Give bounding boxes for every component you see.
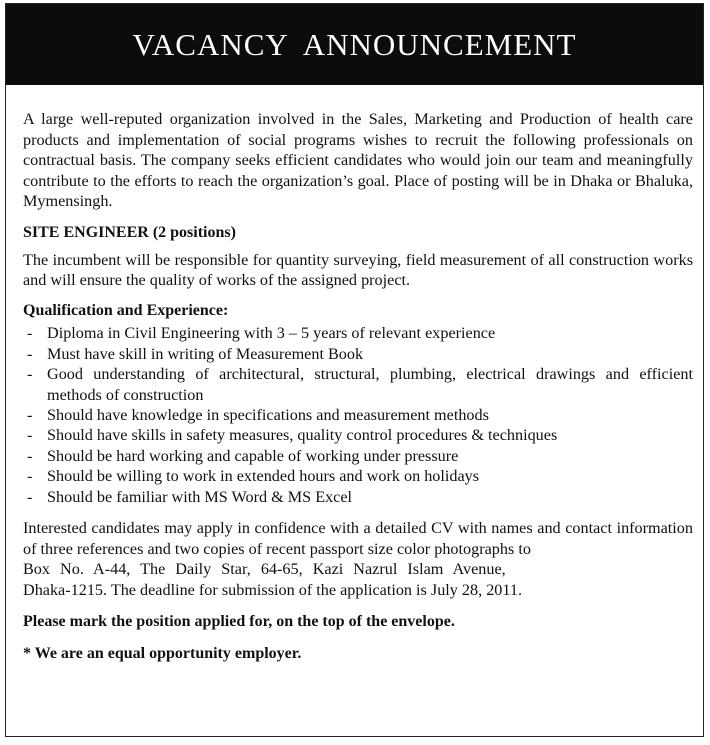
list-item xyxy=(23,425,693,445)
list-item xyxy=(23,446,693,466)
list-item-text: Must have skill in writing of Measurement Book xyxy=(47,344,364,363)
list-item-text: Should have knowledge in specifications and measurement methods xyxy=(47,405,489,424)
intro-paragraph: A large well-reputed organization involved in the Sales, Marketing and Production of health care products and implementation of social programs wishes to recruit the following professionals on contractual basis. The company seeks efficient candidates who would join our team and meaningfully contribute to the efforts to reach the organization’s goal. Place of posting will be in Dhaka or Bhaluka, Mymensingh. xyxy=(23,110,693,211)
equal-opportunity-note: * We are an equal opportunity employer. xyxy=(23,644,302,662)
bullet-dash: - xyxy=(27,365,33,384)
list-item-text: Should be familiar with MS Word & MS Excel xyxy=(47,487,353,506)
bullet-dash: - xyxy=(27,405,33,424)
list-item xyxy=(23,344,693,364)
list-item xyxy=(23,405,693,425)
bullet-dash: - xyxy=(27,446,33,465)
position-description: The incumbent will be responsible for quantity surveying, field measurement of all construction works and will ensure the quality of works of the assigned project. xyxy=(23,250,693,290)
application-instructions xyxy=(23,518,693,600)
header-banner xyxy=(6,4,703,85)
list-item xyxy=(23,466,693,486)
list-item-text: Should be hard working and capable of working under pressure xyxy=(47,446,459,465)
list-item-text: Good understanding of architectural, structural, plumbing, electrical drawings and efficient methods of construction xyxy=(47,365,693,404)
envelope-note: Please mark the position applied for, on the top of the envelope. xyxy=(23,613,455,631)
list-item-text: Should be willing to work in extended hours and work on holidays xyxy=(47,467,480,486)
list-item-text: Diploma in Civil Engineering with 3 – 5 years of relevant experience xyxy=(47,324,496,343)
bullet-dash: - xyxy=(27,426,33,445)
advertisement-frame xyxy=(5,3,704,737)
list-item xyxy=(23,364,693,405)
list-item-text: Should have skills in safety measures, quality control procedures & techniques xyxy=(47,426,558,445)
application-address: Box No. A-44, The Daily Star, 64-65, Kazi Nazrul Islam Avenue, xyxy=(23,560,506,579)
page-title: VACANCY ANNOUNCEMENT xyxy=(132,27,577,62)
bullet-dash: - xyxy=(27,467,33,486)
bullet-dash: - xyxy=(27,487,33,506)
application-text: Interested candidates may apply in confidence with a detailed CV with names and contact information of three references and two copies of recent passport size color photographs to xyxy=(23,519,693,558)
application-deadline: Dhaka-1215. The deadline for submission of the application is July 28, 2011. xyxy=(23,580,523,599)
qualification-list xyxy=(23,323,693,507)
bullet-dash: - xyxy=(27,324,33,343)
bullet-dash: - xyxy=(27,344,33,363)
list-item xyxy=(23,323,693,343)
list-item xyxy=(23,487,693,507)
position-title: SITE ENGINEER (2 positions) xyxy=(23,223,236,241)
qualification-title: Qualification and Experience: xyxy=(23,301,229,319)
ad-body xyxy=(6,85,703,665)
